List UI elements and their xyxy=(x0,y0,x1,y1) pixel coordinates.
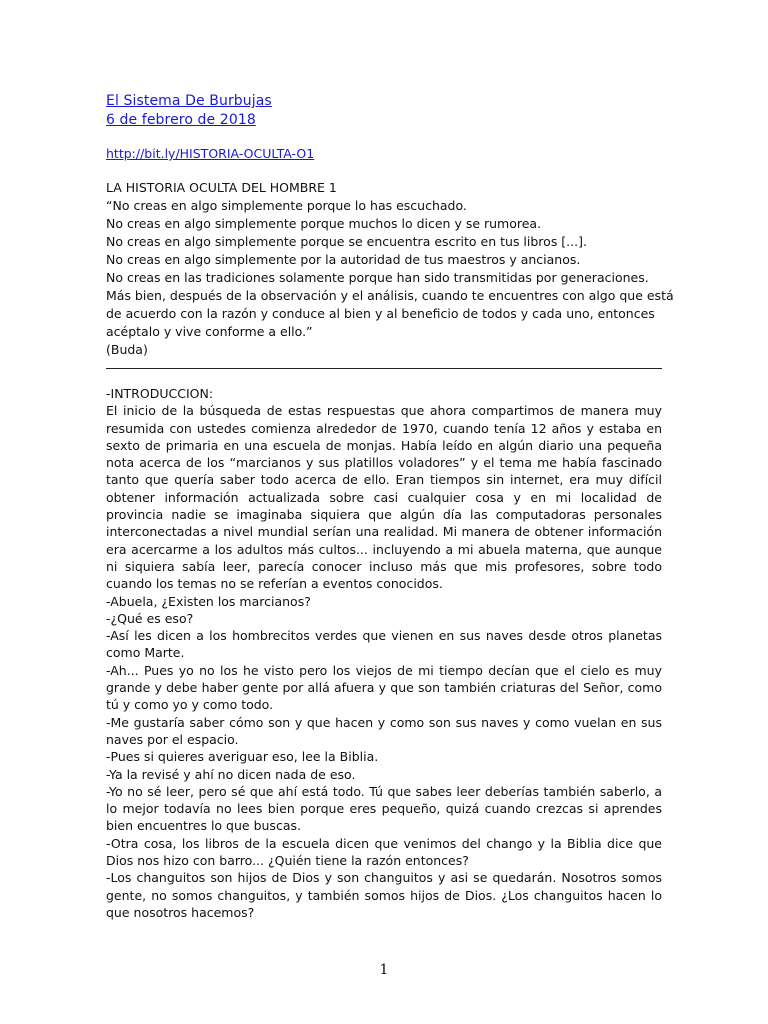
document-header xyxy=(106,92,272,130)
quote-line: No creas en algo simplemente por la autoridad de tus maestros y ancianos. xyxy=(106,252,581,267)
quote-line: Más bien, después de la observación y el análisis, cuando te encuentres con algo que está xyxy=(106,288,674,303)
dialogue-line: -Los changuitos son hijos de Dios y son changuitos y asi se quedarán. Nosotros somos gente, no somos changuitos, y también somos hijos de Dios. ¿Los changuitos hacen lo que nosotros hacemos? xyxy=(106,870,662,920)
quote-line: “No creas en algo simplemente porque lo has escuchado. xyxy=(106,198,467,213)
quote-line: No creas en las tradiciones solamente porque han sido transmitidas por generaciones. xyxy=(106,270,649,285)
quote-line: No creas en algo simplemente porque se encuentra escrito en tus libros [...]. xyxy=(106,234,587,249)
epigraph-quote xyxy=(106,179,674,359)
quote-line: de acuerdo con la razón y conduce al bien y al beneficio de todos y cada uno, entonces xyxy=(106,306,655,321)
dialogue-line: -¿Qué es eso? xyxy=(106,610,194,626)
dialogue-line: -Ah... Pues yo no los he visto pero los viejos de mi tiempo decían que el cielo es muy grande y debe haber gente por allá afuera y que son también criaturas del Señor, como tú y como yo y como todo. xyxy=(106,662,662,713)
horizontal-divider xyxy=(106,368,662,369)
dialogue-line: -Abuela, ¿Existen los marcianos? xyxy=(106,593,311,609)
title-link[interactable]: El Sistema De Burbujas xyxy=(106,93,272,109)
dialogue-line: -Así les dicen a los hombrecitos verdes que vienen en sus naves desde otros planetas como Marte. xyxy=(106,628,662,661)
quote-heading: LA HISTORIA OCULTA DEL HOMBRE 1 xyxy=(106,180,337,195)
introduction-section xyxy=(106,385,662,921)
section-heading: -INTRODUCCION: xyxy=(106,386,214,401)
page-number: 1 xyxy=(379,962,389,978)
dialogue-line: -Ya la revisé y ahí no dicen nada de eso. xyxy=(106,766,356,782)
quote-attribution: (Buda) xyxy=(106,342,148,357)
dialogue-line: -Yo no sé leer, pero sé que ahí está todo. Tú que sabes leer deberías también saberlo, a lo mejor todavía no lees bien porque eres pequeño, quizá cuando crezcas si aprendes bien encuentres lo que buscas. xyxy=(106,783,662,834)
quote-line: acéptalo y vive conforme a ello.” xyxy=(106,324,313,339)
dialogue-line: -Me gustaría saber cómo son y que hacen y como son sus naves y como vuelan en sus naves por el espacio. xyxy=(106,714,662,747)
intro-paragraph: El inicio de la búsqueda de estas respuestas que ahora compartimos de manera muy resumida con ustedes comienza alrededor de 1970, cuando tenía 12 años y estaba en sexto de primaria en una escuela de monjas. Había leído en algún diario una pequeña nota acerca de los “marcianos y sus platillos voladores” y el tema me había fascinado tanto que quería saber todo acerca de ello. Eran tiempos sin internet, era muy difícil obtener información actualizada sobre casi cualquier cosa y en mi localidad de provincia nadie se imaginaba siquiera que algún día las computadoras personales interconectadas a nivel mundial serían una realidad. Mi manera de obtener información era acercarme a los adultos más cultos... incluyendo a mi abuela materna, que aunque ni siquiera sabía leer, parecía conocer incluso más que mis profesores, sobre todo cuando los temas no se referían a eventos conocidos. xyxy=(106,403,662,592)
source-url-link[interactable]: http://bit.ly/HISTORIA-OCULTA-O1 xyxy=(106,146,315,161)
dialogue-line: -Pues si quieres averiguar eso, lee la Biblia. xyxy=(106,749,379,765)
date-link[interactable]: 6 de febrero de 2018 xyxy=(106,112,256,128)
quote-line: No creas en algo simplemente porque muchos lo dicen y se rumorea. xyxy=(106,216,542,231)
dialogue-line: -Otra cosa, los libros de la escuela dicen que venimos del chango y la Biblia dice que Dios nos hizo con barro... ¿Quién tiene la razón entonces? xyxy=(106,835,662,869)
